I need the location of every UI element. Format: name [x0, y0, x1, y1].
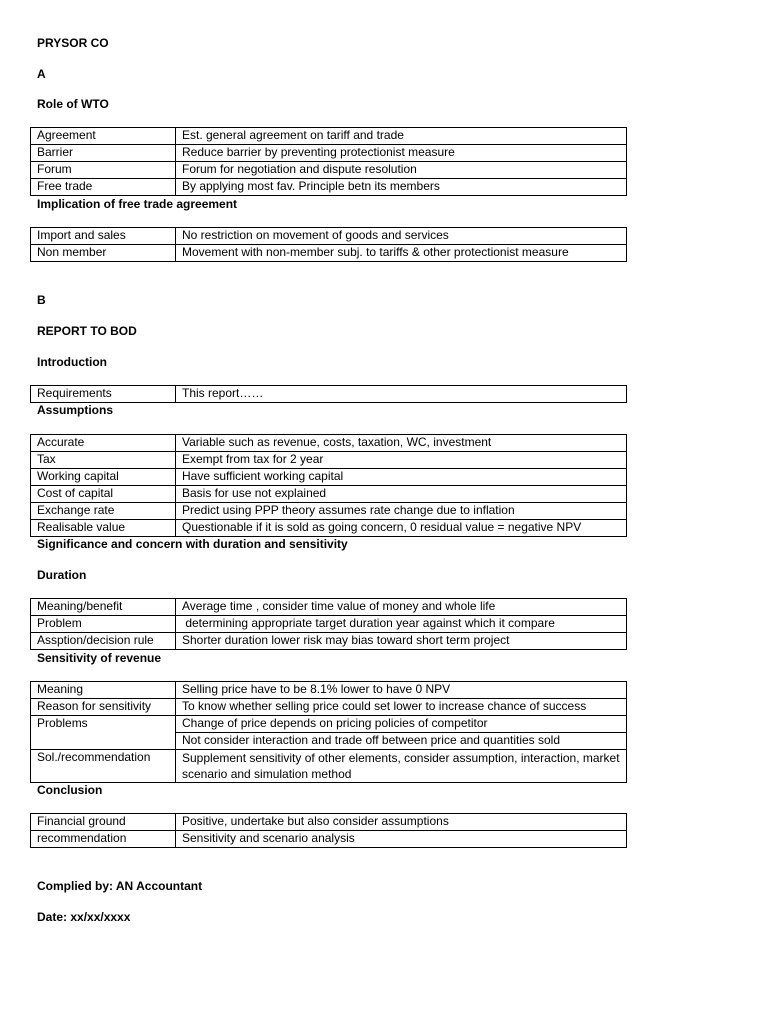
table-row	[31, 520, 627, 537]
table-cell: Sol./recommendation	[31, 750, 176, 783]
table-cell: Import and sales	[31, 228, 176, 245]
table-cell: Have sufficient working capital	[176, 469, 627, 486]
table-cell: Requirements	[31, 386, 176, 403]
table-row	[31, 228, 627, 245]
table-cell: Movement with non-member subj. to tariffs & other protectionist measure	[176, 245, 627, 262]
table-row	[31, 682, 627, 699]
table-cell: Cost of capital	[31, 486, 176, 503]
table-cell: Change of price depends on pricing policies of competitor	[176, 716, 627, 733]
table-cell: Forum	[31, 162, 176, 179]
table-cell: Positive, undertake but also consider assumptions	[176, 814, 627, 831]
table-row	[31, 616, 627, 633]
table-row	[31, 750, 627, 783]
table-cell: Agreement	[31, 128, 176, 145]
table-row	[31, 435, 627, 452]
table-cell: Supplement sensitivity of other elements, consider assumption, interaction, market scenario and simulation method	[176, 750, 627, 783]
duration-table	[30, 598, 627, 650]
conclusion-table	[30, 813, 627, 848]
table-cell: Problems	[31, 716, 176, 750]
table-row	[31, 633, 627, 650]
table-cell: Realisable value	[31, 520, 176, 537]
table-row	[31, 128, 627, 145]
table-cell: Meaning/benefit	[31, 599, 176, 616]
table-cell: Tax	[31, 452, 176, 469]
assumptions-heading: Assumptions	[37, 403, 114, 417]
table-row	[31, 245, 627, 262]
table-cell: Exempt from tax for 2 year	[176, 452, 627, 469]
table-row	[31, 162, 627, 179]
table-cell: Free trade	[31, 179, 176, 196]
table-cell: Sensitivity and scenario analysis	[176, 831, 627, 848]
table-cell: Predict using PPP theory assumes rate change due to inflation	[176, 503, 627, 520]
table-cell: Basis for use not explained	[176, 486, 627, 503]
table-row	[31, 831, 627, 848]
table-cell: Financial ground	[31, 814, 176, 831]
table-cell: Selling price have to be 8.1% lower to have 0 NPV	[176, 682, 627, 699]
table-cell: By applying most fav. Principle betn its members	[176, 179, 627, 196]
part-b-heading: B	[37, 293, 46, 307]
report-heading: REPORT TO BOD	[37, 324, 137, 338]
sensitivity-heading: Sensitivity of revenue	[37, 651, 162, 665]
significance-heading: Significance and concern with duration and sensitivity	[37, 537, 348, 551]
table-cell: Problem	[31, 616, 176, 633]
sensitivity-table	[30, 681, 627, 783]
role-wto-heading: Role of WTO	[37, 97, 109, 111]
table-cell: Meaning	[31, 682, 176, 699]
implication-table	[30, 227, 627, 262]
intro-table	[30, 385, 627, 403]
table-row	[31, 469, 627, 486]
table-row	[31, 814, 627, 831]
table-cell: Variable such as revenue, costs, taxation, WC, investment	[176, 435, 627, 452]
table-row	[31, 599, 627, 616]
table-cell: Barrier	[31, 145, 176, 162]
compiled-by: Complied by: AN Accountant	[37, 879, 203, 893]
table-cell: Not consider interaction and trade off between price and quantities sold	[176, 733, 627, 750]
duration-heading: Duration	[37, 568, 87, 582]
table-cell: Accurate	[31, 435, 176, 452]
table-cell: Reason for sensitivity	[31, 699, 176, 716]
assumptions-table	[30, 434, 627, 537]
wto-table	[30, 127, 627, 196]
table-cell: Est. general agreement on tariff and trade	[176, 128, 627, 145]
table-row	[31, 503, 627, 520]
table-cell: To know whether selling price could set lower to increase chance of success	[176, 699, 627, 716]
table-row	[31, 386, 627, 403]
report-date: Date: xx/xx/xxxx	[37, 910, 131, 924]
table-row	[31, 486, 627, 503]
table-cell: Working capital	[31, 469, 176, 486]
introduction-heading: Introduction	[37, 355, 107, 369]
table-row	[31, 716, 627, 733]
table-cell: Non member	[31, 245, 176, 262]
table-row	[31, 699, 627, 716]
table-row	[31, 452, 627, 469]
table-cell: Questionable if it is sold as going concern, 0 residual value = negative NPV	[176, 520, 627, 537]
table-cell: Exchange rate	[31, 503, 176, 520]
table-cell: Reduce barrier by preventing protectionist measure	[176, 145, 627, 162]
table-row	[31, 145, 627, 162]
table-cell: determining appropriate target duration year against which it compare	[176, 616, 627, 633]
table-row	[31, 179, 627, 196]
part-a-heading: A	[37, 67, 46, 81]
table-cell: Average time , consider time value of money and whole life	[176, 599, 627, 616]
table-cell: Shorter duration lower risk may bias toward short term project	[176, 633, 627, 650]
table-cell: recommendation	[31, 831, 176, 848]
company-heading: PRYSOR CO	[37, 36, 109, 50]
table-cell: No restriction on movement of goods and services	[176, 228, 627, 245]
conclusion-heading: Conclusion	[37, 783, 103, 797]
implication-heading: Implication of free trade agreement	[37, 197, 238, 211]
table-cell: This report……	[176, 386, 627, 403]
table-cell: Assption/decision rule	[31, 633, 176, 650]
table-cell: Forum for negotiation and dispute resolution	[176, 162, 627, 179]
